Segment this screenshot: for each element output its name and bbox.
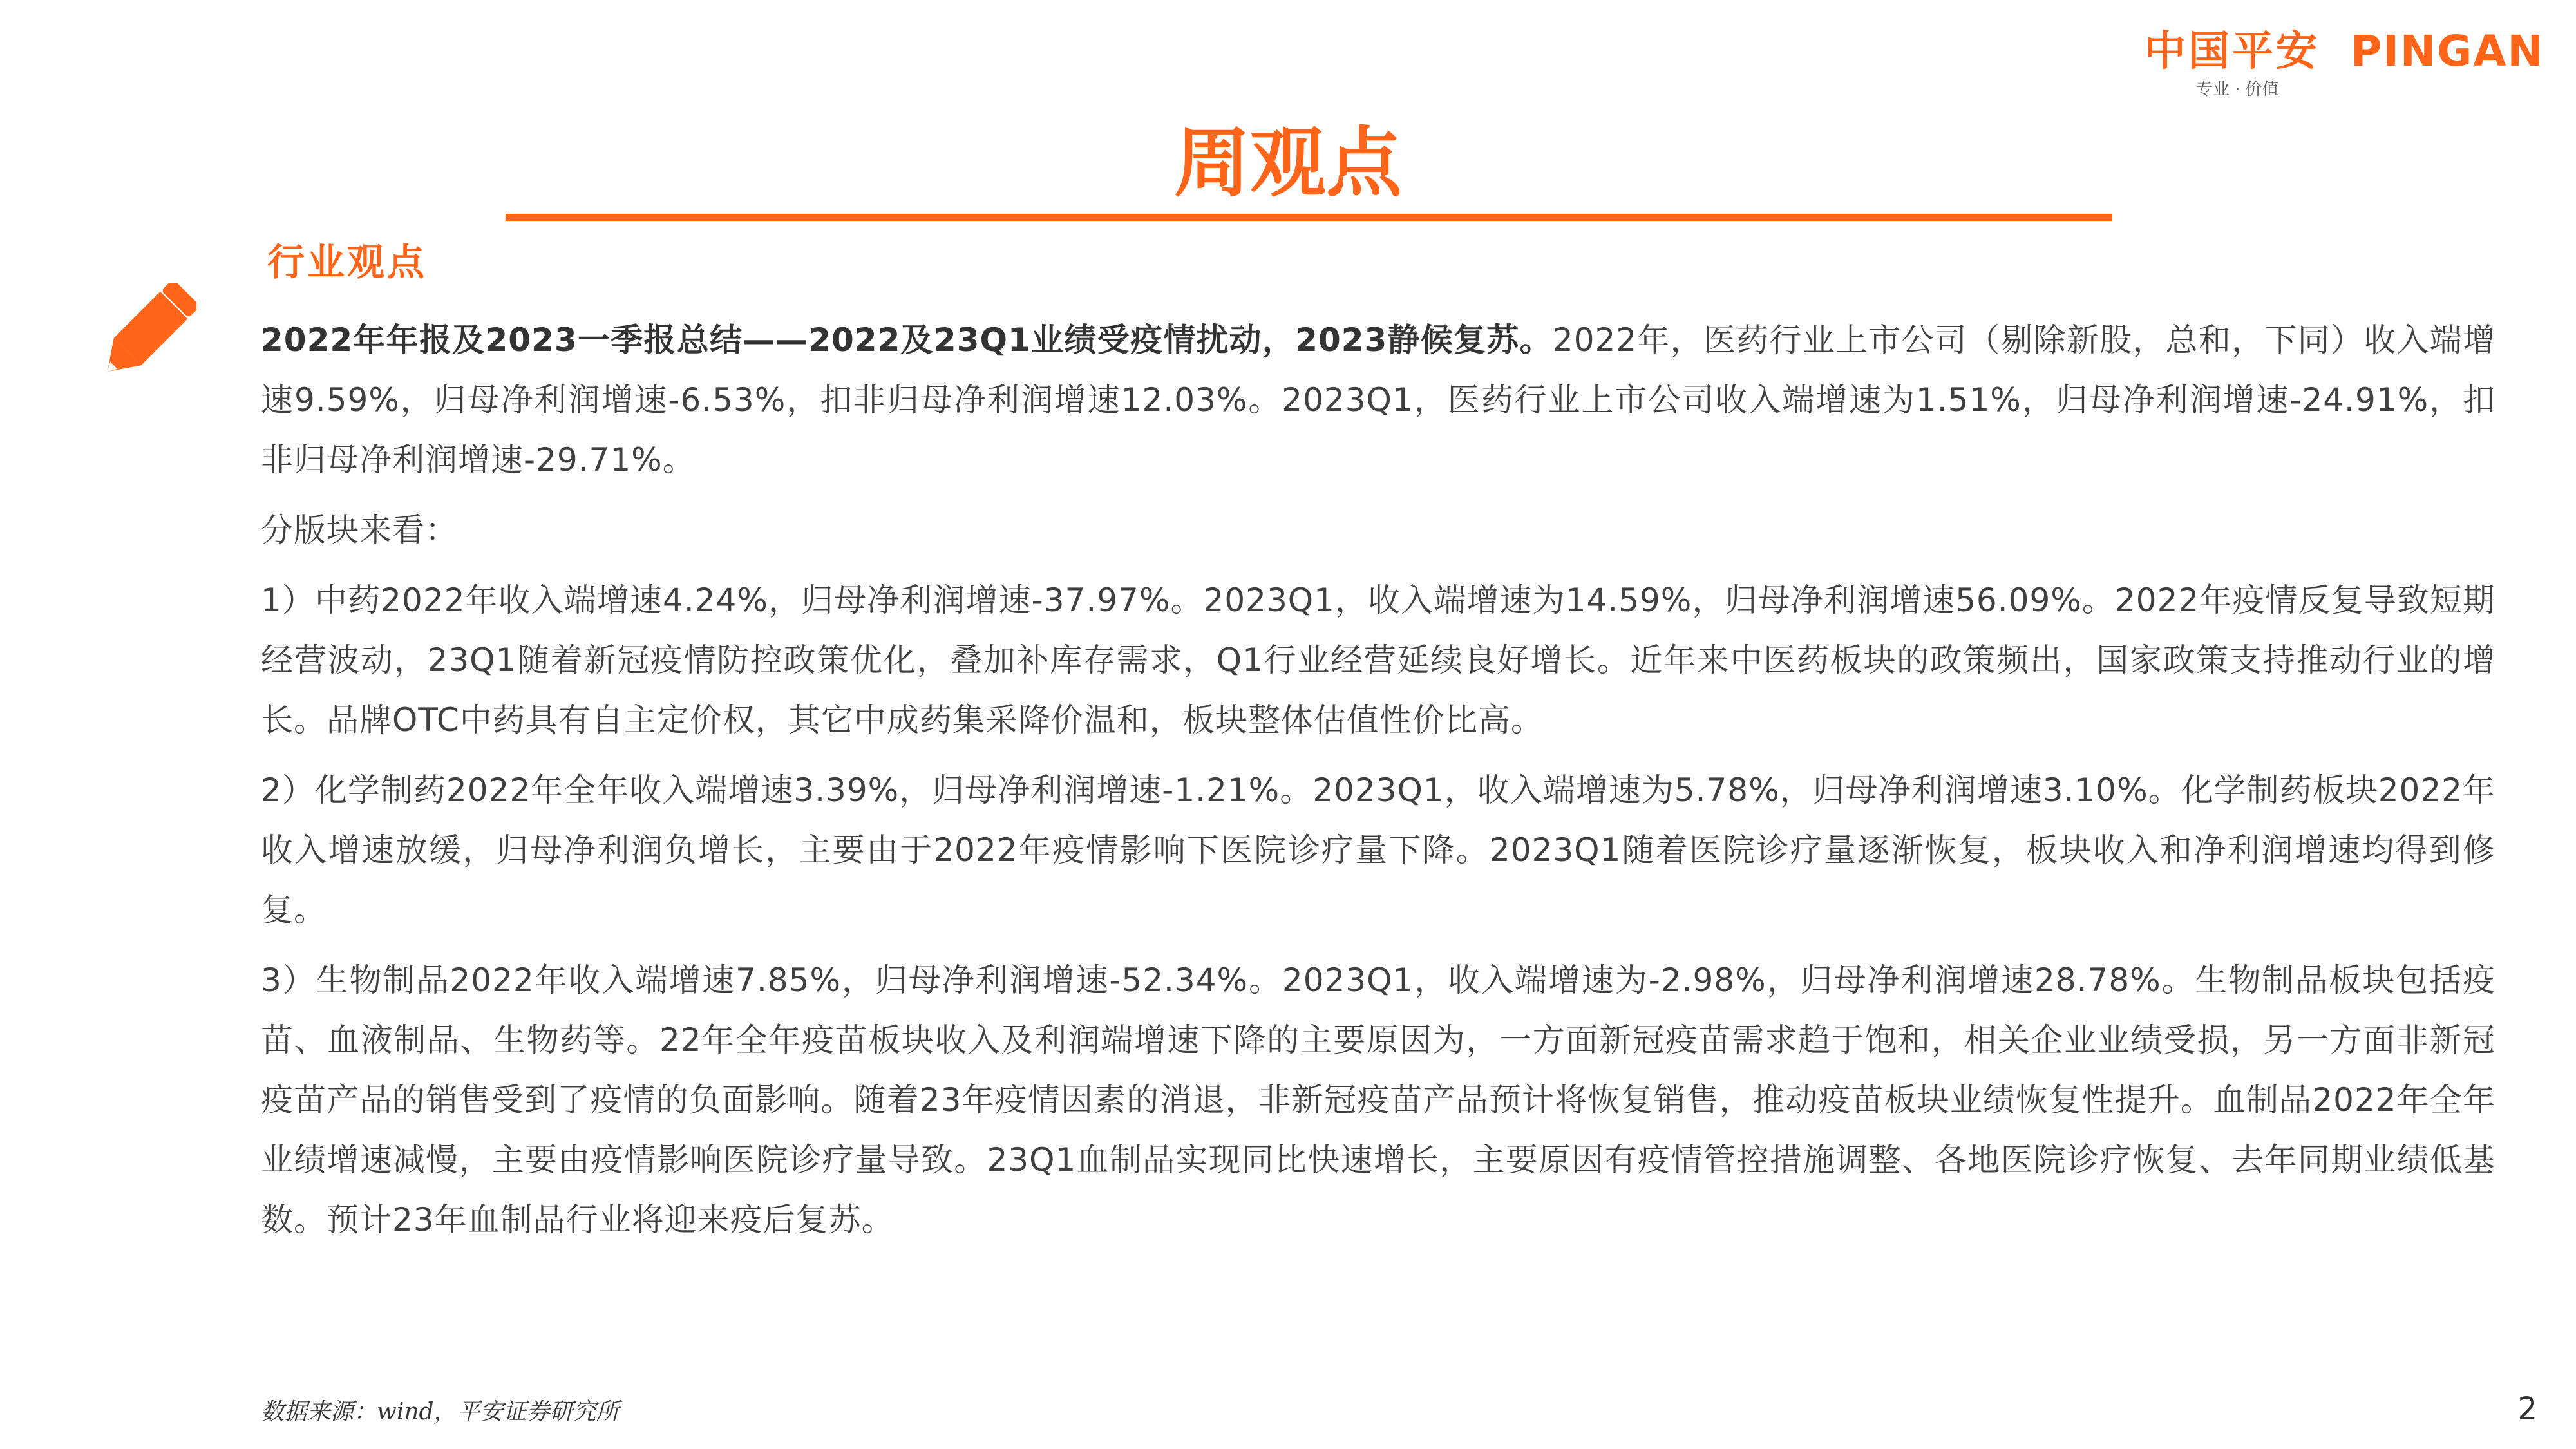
page-title: 周观点 bbox=[1173, 118, 1402, 207]
body-text bbox=[261, 310, 2496, 1250]
segment-chemical-pharma: 2）化学制药2022年全年收入端增速3.39%，归母净利润增速-1.21%。2023Q1，收入端增速为5.78%，归母净利润增速3.10%。化学制药板块2022年收入增速放缓，归母净利润负增长，主要由于2022年疫情影响下医院诊疗量下降。2023Q1随着医院诊疗量逐渐恢复，板块收入和净利润增速均得到修复。 bbox=[261, 772, 2496, 929]
segment-biologics: 3）生物制品2022年收入端增速7.85%，归母净利润增速-52.34%。2023Q1，收入端增速为-2.98%，归母净利润增速28.78%。生物制品板块包括疫苗、血液制品、生物药等。22年全年疫苗板块收入及利润端增速下降的主要原因为，一方面新冠疫苗需求趋于饱和，相关企业业绩受损，另一方面非新冠疫苗产品的销售受到了疫情的负面影响。随着23年疫情因素的消退，非新冠疫苗产品预计将恢复销售，推动疫苗板块业绩恢复性提升。血制品2022年全年业绩增速减慢，主要由疫情影响医院诊疗量导致。23Q1血制品实现同比快速增长，主要原因有疫情管控措施调整、各地医院诊疗恢复、去年同期业绩低基数。预计23年血制品行业将迎来疫后复苏。 bbox=[261, 961, 2496, 1238]
section-heading: 行业观点 bbox=[267, 240, 428, 284]
data-source-note: 数据来源：wind，平安证券研究所 bbox=[261, 1399, 620, 1425]
brand-tagline: 专业 · 价值 bbox=[2196, 80, 2279, 99]
title-underline bbox=[506, 214, 2112, 221]
brand-name-en: PINGAN bbox=[2351, 26, 2544, 76]
summary-body: 2022年，医药行业上市公司（剔除新股，总和，下同）收入端增速9.59%，归母净利润增速-6.53%，扣非归母净利润增速12.03%。2023Q1，医药行业上市公司收入端增速为1.51%，归母净利润增速-24.91%，扣非归母净利润增速-29.71%。 bbox=[261, 321, 2496, 478]
pencil-icon bbox=[90, 283, 196, 390]
segment-tcm: 1）中药2022年收入端增速4.24%，归母净利润增速-37.97%。2023Q1，收入端增速为14.59%，归母净利润增速56.09%。2022年疫情反复导致短期经营波动，23Q1随着新冠疫情防控政策优化，叠加补库存需求，Q1行业经营延续良好增长。近年来中医药板块的政策频出，国家政策支持推动行业的增长。品牌OTC中药具有自主定价权，其它中成药集采降价温和，板块整体估值性价比高。 bbox=[261, 582, 2496, 739]
page-number: 2 bbox=[2517, 1391, 2537, 1427]
brand-logo bbox=[2145, 26, 2557, 103]
brand-name-cn: 中国平安 bbox=[2145, 28, 2320, 75]
summary-paragraph bbox=[261, 310, 2496, 490]
summary-lead: 2022年年报及2023一季报总结——2022及23Q1业绩受疫情扰动，2023静候复苏。 bbox=[261, 321, 1553, 359]
breakdown-intro: 分版块来看： bbox=[261, 511, 458, 549]
